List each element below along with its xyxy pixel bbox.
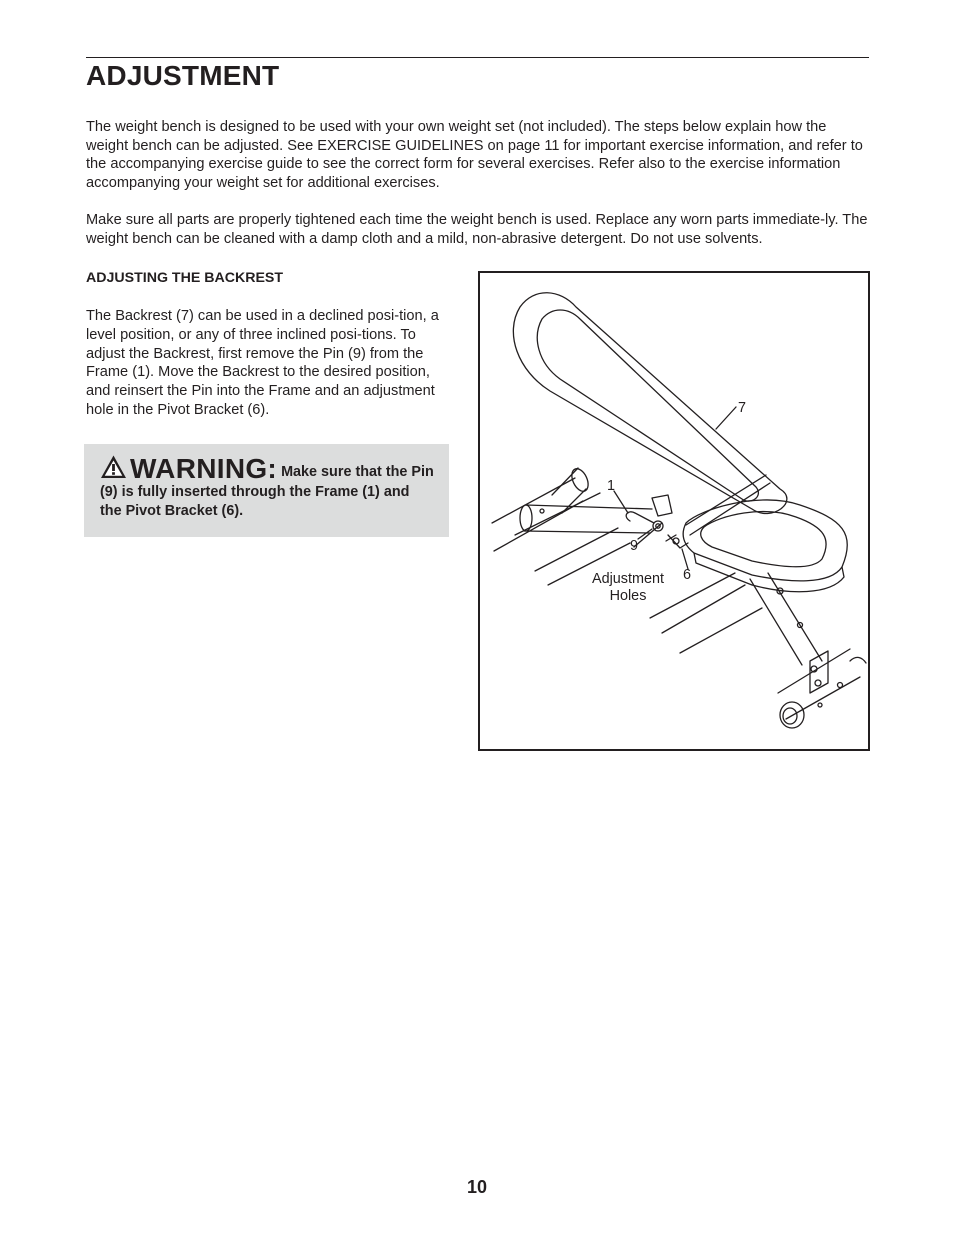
warning-box — [84, 444, 449, 537]
callout-pin: 9 — [630, 538, 639, 554]
backrest-figure — [478, 271, 870, 751]
intro-paragraph-1: The weight bench is designed to be used with your own weight set (not included). The steps below explain how the weight bench can be adjusted. See EXERCISE GUIDELINES on page 11 for important exercise information, and refer to the accompanying exercise guide to see the correct form for several exercises. Refer also to the exercise information accompanying your weight set for additional exercises. — [86, 119, 863, 191]
weight-bench-illustration — [480, 273, 868, 749]
callout-pivot-bracket: 6 — [683, 567, 692, 583]
warning-label: WARNING: — [130, 453, 278, 484]
header-rule — [86, 57, 869, 58]
warning-triangle-icon — [100, 454, 127, 479]
callout-backrest: 7 — [738, 400, 747, 416]
page-number: 10 — [466, 1177, 488, 1197]
backrest-instructions: The Backrest (7) can be used in a declined posi-tion, a level position, or any of three inclined posi-tions. To adjust the Backrest, first remove the Pin (9) from the Frame (1). Move the Backrest to the desired position, and reinsert the Pin into the Frame and an adjustment hole in the Pivot Bracket (6). — [86, 308, 439, 418]
section-heading-backrest: ADJUSTING THE BACKREST — [86, 270, 284, 286]
callout-frame: 1 — [607, 478, 616, 494]
callout-adjustment-holes: Adjustment Holes — [592, 571, 664, 604]
page-title: ADJUSTMENT — [86, 60, 280, 91]
warning-text: Make sure that the Pin (9) is fully inserted through the Frame (1) and the Pivot Bracket (6). — [100, 464, 434, 519]
intro-paragraph-2: Make sure all parts are properly tightened each time the weight bench is used. Replace any worn parts immediate-ly. The weight bench can be cleaned with a damp cloth and a mild, non-abrasive detergent. Do not use solvents. — [86, 212, 868, 247]
